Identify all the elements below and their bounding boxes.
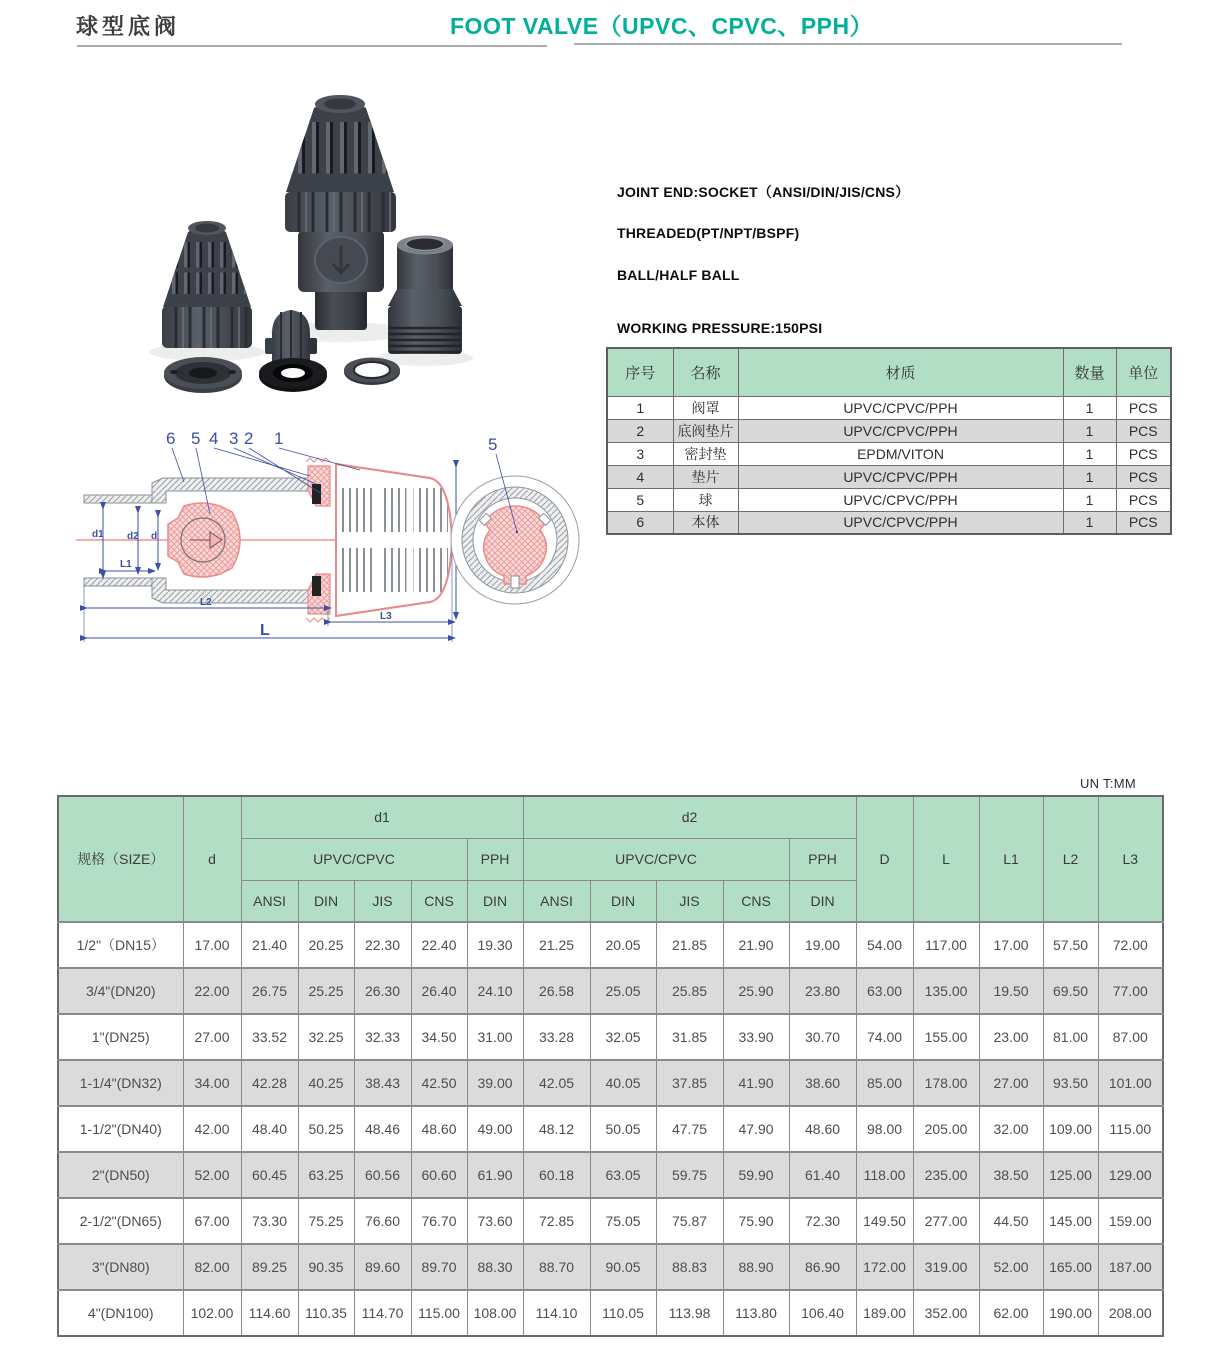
parts-header-unit: 单位 [1116,348,1171,396]
table-cell: 352.00 [913,1290,979,1336]
table-cell: 1-1/4"(DN32) [58,1060,183,1106]
table-cell: 38.50 [979,1152,1043,1198]
table-cell: 42.05 [523,1060,590,1106]
table-cell: UPVC/CPVC/PPH [738,511,1063,534]
table-cell: 1 [1063,465,1116,488]
table-cell: 50.05 [590,1106,656,1152]
dim-header-L1: L1 [979,796,1043,922]
spec-working-pressure: WORKING PRESSURE:150PSI [617,320,823,336]
table-cell: 2 [607,419,673,442]
table-cell: 3/4"(DN20) [58,968,183,1014]
table-cell: 2-1/2"(DN65) [58,1198,183,1244]
table-cell: 21.40 [241,922,298,968]
table-cell: 39.00 [467,1060,523,1106]
table-cell: 73.30 [241,1198,298,1244]
table-cell: 26.75 [241,968,298,1014]
table-cell: 101.00 [1098,1060,1163,1106]
table-cell: 31.85 [656,1014,723,1060]
table-cell: 145.00 [1043,1198,1098,1244]
dim-header-L3: L3 [1098,796,1163,922]
end-view [451,435,579,604]
table-cell: 33.28 [523,1014,590,1060]
table-row [58,1060,1163,1106]
dim-header-d2-group: d2 [523,796,856,838]
table-cell: 22.30 [354,922,411,968]
table-cell: 41.90 [723,1060,789,1106]
dim-header-L: L [913,796,979,922]
table-cell: 98.00 [856,1106,913,1152]
valve-photo-small [160,221,254,348]
dim-label-l1: L1 [120,559,132,570]
dim-header-d2-upvc-cpvc: UPVC/CPVC [523,838,789,880]
table-cell: 32.33 [354,1014,411,1060]
dim-header-d1-pph-din: DIN [467,880,523,922]
table-cell: 117.00 [913,922,979,968]
dim-header-d: d [183,796,241,922]
technical-drawing [60,418,620,658]
table-cell: 108.00 [467,1290,523,1336]
table-cell: 190.00 [1043,1290,1098,1336]
part-label-4: 4 [209,429,219,448]
table-cell: 20.25 [298,922,354,968]
parts-header-material: 材质 [738,348,1063,396]
table-cell: 60.60 [411,1152,467,1198]
table-cell: 21.25 [523,922,590,968]
table-cell: 277.00 [913,1198,979,1244]
dimension-table [57,795,1164,1337]
table-cell: 50.25 [298,1106,354,1152]
table-cell: 72.00 [1098,922,1163,968]
dim-header-D: D [856,796,913,922]
table-row [58,1198,1163,1244]
table-cell: 61.90 [467,1152,523,1198]
table-cell: 172.00 [856,1244,913,1290]
table-row [607,419,1171,442]
dim-label-l: L [260,622,270,639]
table-cell: 42.00 [183,1106,241,1152]
table-cell: 60.18 [523,1152,590,1198]
table-cell: 69.50 [1043,968,1098,1014]
table-cell: 21.90 [723,922,789,968]
table-cell: 26.40 [411,968,467,1014]
table-cell: 32.00 [979,1106,1043,1152]
table-cell: UPVC/CPVC/PPH [738,465,1063,488]
table-cell: 109.00 [1043,1106,1098,1152]
table-cell: 32.05 [590,1014,656,1060]
table-cell: 38.60 [789,1060,856,1106]
table-cell: 38.43 [354,1060,411,1106]
page-title-chinese: 球型底阀 [76,14,181,39]
table-cell: 1/2"（DN15） [58,922,183,968]
dim-label-d1: d1 [92,529,104,540]
part-label-5: 5 [191,429,201,448]
table-cell: 47.75 [656,1106,723,1152]
table-cell: 88.30 [467,1244,523,1290]
page-title-english: FOOT VALVE（UPVC、CPVC、PPH） [450,13,874,39]
table-cell: 63.25 [298,1152,354,1198]
part-label-2: 2 [244,429,254,448]
table-cell: 73.60 [467,1198,523,1244]
spec-joint-end: JOINT END:SOCKET（ANSI/DIN/JIS/CNS） [617,184,910,200]
table-cell: 48.60 [411,1106,467,1152]
dim-header-L2: L2 [1043,796,1098,922]
table-cell: 23.80 [789,968,856,1014]
table-cell: 60.45 [241,1152,298,1198]
header-divider-right [574,43,1122,45]
table-cell: 114.70 [354,1290,411,1336]
table-cell: 89.60 [354,1244,411,1290]
table-row [58,1152,1163,1198]
table-row [58,1014,1163,1060]
table-cell: 75.25 [298,1198,354,1244]
table-cell: 密封垫 [673,442,738,465]
table-cell: 1 [1063,442,1116,465]
table-cell: 159.00 [1098,1198,1163,1244]
table-cell: 25.85 [656,968,723,1014]
table-cell: 27.00 [979,1060,1043,1106]
table-cell: 20.05 [590,922,656,968]
table-cell: 54.00 [856,922,913,968]
table-cell: 85.00 [856,1060,913,1106]
table-cell: 82.00 [183,1244,241,1290]
header-divider-left [77,45,547,47]
table-cell: 37.85 [656,1060,723,1106]
table-row [58,1290,1163,1336]
gasket-photo-middle [259,358,327,392]
side-section-view [76,429,473,642]
dim-header-row-1 [58,796,1163,838]
table-cell: 110.35 [298,1290,354,1336]
dim-label-d2: d2 [127,531,139,542]
table-cell: 77.00 [1098,968,1163,1014]
table-cell: 88.83 [656,1244,723,1290]
part-label-3: 3 [229,429,239,448]
table-cell: 22.00 [183,968,241,1014]
table-cell: UPVC/CPVC/PPH [738,419,1063,442]
table-cell: 底阀垫片 [673,419,738,442]
table-cell: 1 [1063,396,1116,419]
table-cell: 21.85 [656,922,723,968]
table-cell: PCS [1116,488,1171,511]
table-cell: 1 [1063,511,1116,534]
table-cell: 118.00 [856,1152,913,1198]
table-row [58,922,1163,968]
table-cell: 60.56 [354,1152,411,1198]
table-cell: 319.00 [913,1244,979,1290]
parts-table-header-row [607,348,1171,396]
table-cell: 110.05 [590,1290,656,1336]
table-row [607,511,1171,534]
table-cell: 93.50 [1043,1060,1098,1106]
table-cell: 48.46 [354,1106,411,1152]
part-label-1: 1 [274,429,284,448]
table-cell: 125.00 [1043,1152,1098,1198]
table-cell: 26.30 [354,968,411,1014]
dim-header-d1-din: DIN [298,880,354,922]
table-cell: PCS [1116,511,1171,534]
valve-photo-large [284,95,396,330]
part-label-6: 6 [166,429,176,448]
dim-header-d1-group: d1 [241,796,523,838]
table-cell: UPVC/CPVC/PPH [738,488,1063,511]
table-cell: 178.00 [913,1060,979,1106]
dim-header-d2-cns: CNS [723,880,789,922]
gasket-photo-right [344,358,400,386]
table-cell: 87.00 [1098,1014,1163,1060]
dim-header-d1-upvc-cpvc: UPVC/CPVC [241,838,467,880]
table-cell: 59.90 [723,1152,789,1198]
table-cell: 22.40 [411,922,467,968]
table-cell: 89.70 [411,1244,467,1290]
table-cell: 52.00 [183,1152,241,1198]
table-cell: 3 [607,442,673,465]
table-row [58,968,1163,1014]
table-cell: 2"(DN50) [58,1152,183,1198]
table-cell: 113.98 [656,1290,723,1336]
table-cell: 球 [673,488,738,511]
table-cell: 155.00 [913,1014,979,1060]
table-cell: 63.05 [590,1152,656,1198]
dim-header-d1-cns: CNS [411,880,467,922]
table-cell: 25.05 [590,968,656,1014]
table-cell: 89.25 [241,1244,298,1290]
table-cell: 52.00 [979,1244,1043,1290]
table-cell: 48.12 [523,1106,590,1152]
table-cell: 27.00 [183,1014,241,1060]
dim-label-d: d [151,531,158,542]
table-cell: PCS [1116,396,1171,419]
spec-threaded: THREADED(PT/NPT/BSPF) [617,225,800,241]
table-cell: 76.60 [354,1198,411,1244]
table-cell: 67.00 [183,1198,241,1244]
table-cell: 115.00 [411,1290,467,1336]
table-cell: 115.00 [1098,1106,1163,1152]
table-cell: 113.80 [723,1290,789,1336]
table-cell: 88.90 [723,1244,789,1290]
table-row [607,396,1171,419]
table-cell: 23.00 [979,1014,1043,1060]
table-row [607,465,1171,488]
table-cell: 19.00 [789,922,856,968]
table-cell: 34.50 [411,1014,467,1060]
table-cell: PCS [1116,442,1171,465]
table-cell: 19.30 [467,922,523,968]
table-cell: 40.05 [590,1060,656,1106]
table-cell: 129.00 [1098,1152,1163,1198]
table-row [58,1106,1163,1152]
table-cell: 34.00 [183,1060,241,1106]
table-cell: 75.87 [656,1198,723,1244]
table-cell: UPVC/CPVC/PPH [738,396,1063,419]
spec-ball-type: BALL/HALF BALL [617,267,740,283]
dim-header-d2-ansi: ANSI [523,880,590,922]
table-cell: 48.60 [789,1106,856,1152]
table-cell: 62.00 [979,1290,1043,1336]
table-cell: 102.00 [183,1290,241,1336]
table-row [607,488,1171,511]
table-cell: 31.00 [467,1014,523,1060]
table-cell: 88.70 [523,1244,590,1290]
table-cell: 26.58 [523,968,590,1014]
table-cell: 30.70 [789,1014,856,1060]
table-cell: 3"(DN80) [58,1244,183,1290]
table-cell: 33.52 [241,1014,298,1060]
table-cell: 86.90 [789,1244,856,1290]
table-cell: 本体 [673,511,738,534]
table-cell: 208.00 [1098,1290,1163,1336]
adapter-photo [388,236,462,355]
dim-header-d2-din: DIN [590,880,656,922]
table-cell: 17.00 [183,922,241,968]
table-row [58,1244,1163,1290]
table-cell: 24.10 [467,968,523,1014]
dim-label-l3: L3 [380,611,392,622]
table-cell: 205.00 [913,1106,979,1152]
table-cell: 47.90 [723,1106,789,1152]
dim-header-d1-ansi: ANSI [241,880,298,922]
dim-header-size: 规格（SIZE） [58,796,183,922]
cap-photo [265,310,317,364]
table-cell: 1-1/2"(DN40) [58,1106,183,1152]
table-cell: 149.50 [856,1198,913,1244]
table-cell: 75.90 [723,1198,789,1244]
dim-label-l2: L2 [200,597,212,608]
table-cell: 4"(DN100) [58,1290,183,1336]
table-cell: 1"(DN25) [58,1014,183,1060]
table-cell: 25.25 [298,968,354,1014]
dim-header-d1-pph: PPH [467,838,523,880]
table-cell: 42.28 [241,1060,298,1106]
table-row [607,442,1171,465]
table-cell: 19.50 [979,968,1043,1014]
dim-header-d1-jis: JIS [354,880,411,922]
table-cell: 59.75 [656,1152,723,1198]
table-cell: 106.40 [789,1290,856,1336]
table-cell: 4 [607,465,673,488]
table-cell: 114.60 [241,1290,298,1336]
table-cell: 48.40 [241,1106,298,1152]
table-cell: 61.40 [789,1152,856,1198]
dim-header-d2-pph-din: DIN [789,880,856,922]
table-cell: 1 [1063,488,1116,511]
table-cell: 6 [607,511,673,534]
table-cell: 72.30 [789,1198,856,1244]
table-cell: 32.25 [298,1014,354,1060]
table-cell: 57.50 [1043,922,1098,968]
table-cell: 76.70 [411,1198,467,1244]
table-cell: 49.00 [467,1106,523,1152]
table-cell: PCS [1116,419,1171,442]
table-cell: 189.00 [856,1290,913,1336]
table-cell: EPDM/VITON [738,442,1063,465]
part-number-labels [166,429,360,514]
parts-header-name: 名称 [673,348,738,396]
table-cell: 40.25 [298,1060,354,1106]
table-cell: 72.85 [523,1198,590,1244]
table-cell: 33.90 [723,1014,789,1060]
table-cell: 63.00 [856,968,913,1014]
table-cell: 42.50 [411,1060,467,1106]
product-photo [100,80,600,410]
unit-note: UN T:MM [1079,776,1136,791]
table-cell: 81.00 [1043,1014,1098,1060]
table-cell: 90.05 [590,1244,656,1290]
end-view-part-label: 5 [488,435,498,454]
table-cell: 1 [607,396,673,419]
table-cell: 235.00 [913,1152,979,1198]
parts-table [606,347,1172,535]
table-cell: 垫片 [673,465,738,488]
table-cell: 5 [607,488,673,511]
table-cell: 135.00 [913,968,979,1014]
table-cell: 187.00 [1098,1244,1163,1290]
parts-header-qty: 数量 [1063,348,1116,396]
table-cell: 44.50 [979,1198,1043,1244]
gasket-photo-left [164,357,242,393]
table-cell: 17.00 [979,922,1043,968]
table-cell: 114.10 [523,1290,590,1336]
table-cell: 90.35 [298,1244,354,1290]
table-cell: 75.05 [590,1198,656,1244]
table-cell: 阀罩 [673,396,738,419]
dim-header-d2-pph: PPH [789,838,856,880]
dim-header-d2-jis: JIS [656,880,723,922]
table-cell: 165.00 [1043,1244,1098,1290]
table-cell: PCS [1116,465,1171,488]
table-cell: 25.90 [723,968,789,1014]
table-cell: 1 [1063,419,1116,442]
table-cell: 74.00 [856,1014,913,1060]
parts-header-no: 序号 [607,348,673,396]
